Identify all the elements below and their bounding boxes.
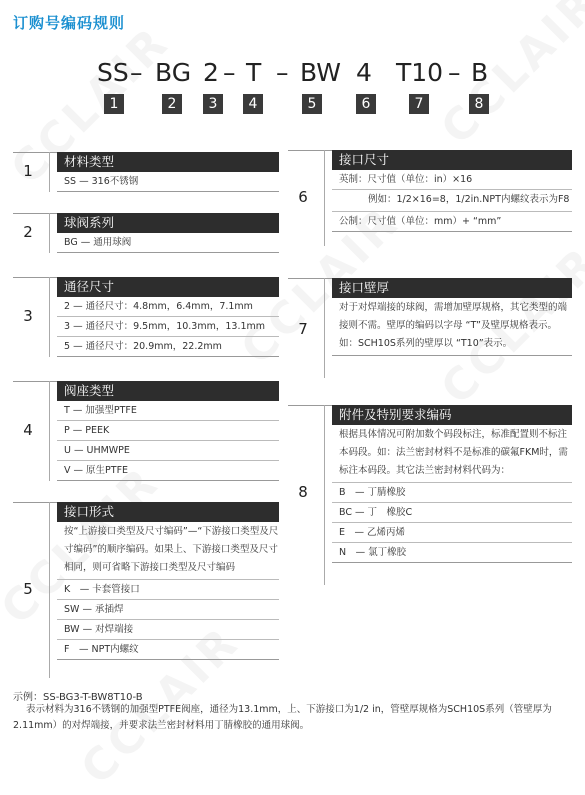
list-item: 对于对焊端接的球阀，需增加壁厚规格，其它类型的端接则不需。壁厚的编码以字母 “T”及壁厚规格表示。如：SCH10S系列的壁厚以 “T10”表示。 — [332, 298, 572, 356]
position-number: 1 — [104, 94, 124, 114]
list-item: BC — 丁 橡胶C — [332, 503, 572, 523]
position-number: 2 — [162, 94, 182, 114]
block-number: 4 — [23, 421, 33, 439]
example-label: 示例：SS-BG3-T-BW8T10-B — [13, 692, 143, 703]
order-code — [0, 58, 585, 90]
list-item: V — 原生PTFE — [57, 461, 279, 481]
list-item: 根据具体情况可附加数个码段标注，标准配置则不标注本码段。如：法兰密封材料不是标准的碳氟FKM时，需标注本码段。其它法兰密封材料代码为： — [332, 425, 572, 483]
block-number: 7 — [298, 320, 308, 338]
list-item: P — PEEK — [57, 421, 279, 441]
position-number: 7 — [409, 94, 429, 114]
code-part: BW — [300, 58, 341, 87]
code-part: – — [130, 58, 143, 87]
block-bore-size — [13, 277, 279, 357]
list-item: B — 丁腈橡胶 — [332, 483, 572, 503]
block-connection-size — [288, 150, 572, 246]
code-part: 4 — [356, 58, 372, 87]
block-header: 接口壁厚 — [332, 278, 572, 298]
position-number: 4 — [243, 94, 263, 114]
block-number: 6 — [298, 188, 308, 206]
code-part: – — [276, 58, 289, 87]
block-header: 接口尺寸 — [332, 150, 572, 170]
block-number: 3 — [23, 307, 33, 325]
position-number: 3 — [203, 94, 223, 114]
list-item: SW — 承插焊 — [57, 600, 279, 620]
position-number: 6 — [356, 94, 376, 114]
block-number: 1 — [23, 162, 33, 180]
block-wall-thickness — [288, 278, 572, 378]
position-number: 5 — [302, 94, 322, 114]
code-part: T10 — [396, 58, 444, 87]
block-header: 球阀系列 — [57, 213, 279, 233]
block-header: 阀座类型 — [57, 381, 279, 401]
block-header: 接口形式 — [57, 502, 279, 522]
block-connection-type — [13, 502, 279, 678]
list-item: 2 — 通径尺寸：4.8mm，6.4mm，7.1mm — [57, 297, 279, 317]
block-number: 8 — [298, 483, 308, 501]
code-part: 2 — [203, 58, 219, 87]
list-item: 英制：尺寸值（单位：in）×16 — [332, 170, 572, 190]
list-item: 5 — 通径尺寸：20.9mm，22.2mm — [57, 337, 279, 357]
block-series — [13, 213, 279, 253]
list-item: F — NPT内螺纹 — [57, 640, 279, 660]
code-part: BG — [155, 58, 192, 87]
block-number: 5 — [23, 580, 33, 598]
list-item: 公制：尺寸值（单位：mm）+ “mm” — [332, 212, 572, 232]
list-item: U — UHMWPE — [57, 441, 279, 461]
list-item: T — 加强型PTFE — [57, 401, 279, 421]
block-header: 材料类型 — [57, 152, 279, 172]
block-seat-type — [13, 381, 279, 481]
list-item: BW — 对焊端接 — [57, 620, 279, 640]
code-part: T — [246, 58, 262, 87]
code-part: – — [448, 58, 461, 87]
list-item: N — 氯丁橡胶 — [332, 543, 572, 563]
list-item: 3 — 通径尺寸：9.5mm，10.3mm，13.1mm — [57, 317, 279, 337]
code-part: SS — [97, 58, 129, 87]
list-item: BG — 通用球阀 — [57, 233, 279, 253]
block-material — [13, 152, 279, 192]
list-item: SS — 316不锈钢 — [57, 172, 279, 192]
block-header: 通径尺寸 — [57, 277, 279, 297]
code-part: B — [471, 58, 489, 87]
page-title: 订购号编码规则 — [13, 14, 126, 32]
block-number: 2 — [23, 223, 33, 241]
list-item: E — 乙烯丙烯 — [332, 523, 572, 543]
example-description: 表示材料为316不锈钢的加强型PTFE阀座，通径为13.1mm，上、下游接口为1/2 in，管壁厚规格为SCH10S系列（管壁厚为2.11mm）的对焊端接，并要求法兰密封材料用丁腈橡胶的通用球阀。 — [13, 704, 552, 731]
list-item: K — 卡套管接口 — [57, 580, 279, 600]
block-header: 附件及特别要求编码 — [332, 405, 572, 425]
block-accessories — [288, 405, 572, 585]
position-number: 8 — [469, 94, 489, 114]
code-part: – — [223, 58, 236, 87]
list-item: 按“上游接口类型及尺寸编码”—“下游接口类型及尺寸编码”的顺序编码。如果上、下游接口类型及尺寸相同，则可省略下游接口类型及尺寸编码 — [57, 522, 279, 580]
list-item: 例如：1/2×16=8，1/2in.NPT内螺纹表示为F8 — [332, 190, 572, 212]
